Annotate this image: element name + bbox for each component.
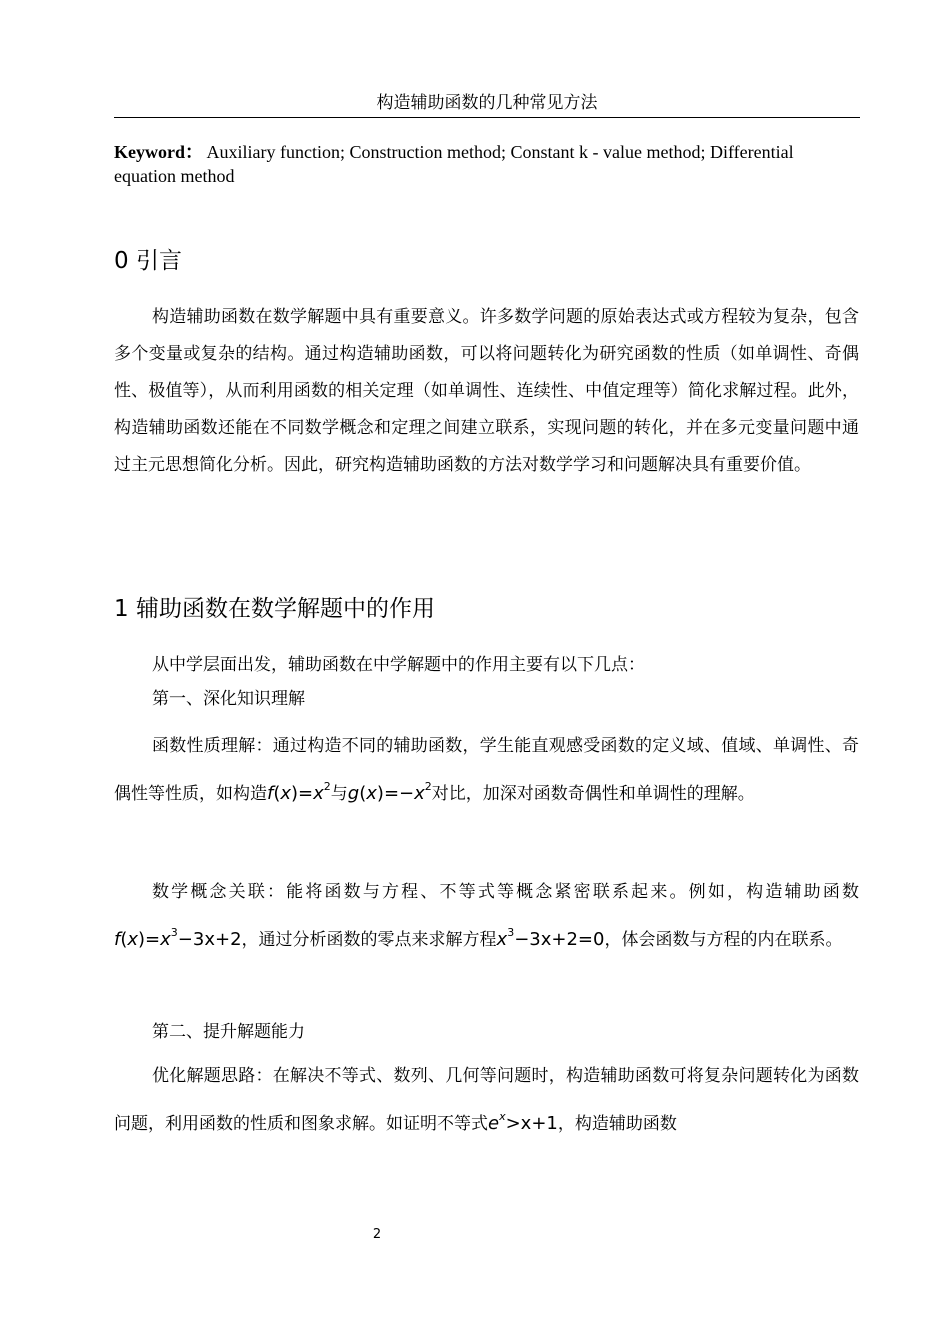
section-1-heading: 1 辅助函数在数学解题中的作用 bbox=[114, 596, 435, 622]
keywords-line bbox=[114, 140, 854, 188]
formula-f-x-squared: $f(x)=x^2$ bbox=[267, 780, 331, 804]
section-0-heading: 0 引言 bbox=[114, 248, 182, 274]
paragraph-solving-strategy: 优化解题思路：在解决不等式、数列、几何等问题时，构造辅助函数可将复杂问题转化为函数问题，利用函数的性质和图象求解。如证明不等式$e^x>x+1$，构造辅助函数 bbox=[114, 1066, 859, 1134]
section-0-paragraph: 构造辅助函数在数学解题中具有重要意义。许多数学问题的原始表达式或方程较为复杂，包含多个变量或复杂的结构。通过构造辅助函数，可以将问题转化为研究函数的性质（如单调性、奇偶性、极值等），从而利用函数的相关定理（如单调性、连续性、中值定理等）简化求解过程。此外，构造辅助函数还能在不同数学概念和定理之间建立联系，实现问题的转化，并在多元变量问题中通过主元思想简化分析。因此，研究构造辅助函数的方法对数学学习和问题解决具有重要价值。 bbox=[114, 307, 859, 475]
formula-g-x-neg-squared: $g(x)=-x^2$ bbox=[347, 780, 432, 804]
paragraph-concept-link: 数学概念关联：能将函数与方程、不等式等概念紧密联系起来。例如，构造辅助函数$f(x)=x^3-3x+2$，通过分析函数的零点来求解方程$x^3-3x+2=0$，体会函数与方程的内在联系。 bbox=[114, 882, 859, 950]
formula-exp-inequality: $e^x>x+1$ bbox=[488, 1110, 558, 1134]
point-1-title: 第一、深化知识理解 bbox=[152, 689, 305, 709]
formula-f-x-cubic: $f(x)=x^3-3x+2$ bbox=[114, 926, 242, 950]
paragraph-function-properties: 函数性质理解：通过构造不同的辅助函数，学生能直观感受函数的定义域、值域、单调性、奇偶性等性质，如构造$f(x)=x^2$与$g(x)=-x^2$对比，加深对函数奇偶性和单调性的理解。 bbox=[114, 736, 859, 804]
section-1-intro: 从中学层面出发，辅助函数在中学解题中的作用主要有以下几点： bbox=[152, 655, 645, 675]
point-2-title: 第二、提升解题能力 bbox=[152, 1022, 305, 1042]
keywords-label: Keyword： bbox=[114, 142, 203, 162]
keywords-text: Auxiliary function; Construction method; Constant k - value method; Differential equation method bbox=[114, 142, 794, 186]
formula-cubic-equation: $x^3-3x+2=0$ bbox=[496, 926, 605, 950]
running-header: 构造辅助函数的几种常见方法 bbox=[114, 92, 860, 118]
page-number: 2 bbox=[372, 1227, 382, 1242]
